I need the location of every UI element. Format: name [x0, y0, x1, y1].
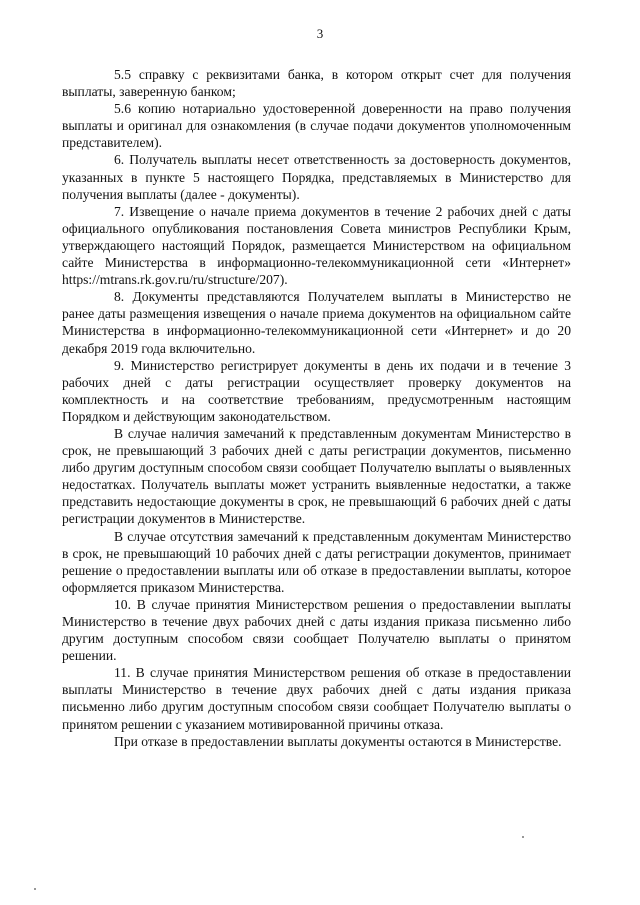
paragraph-7: 7. Извещение о начале приема документов в течение 2 рабочих дней с даты официального опубликования постановления Совета министров Республики Крым, утверждающего настоящий Порядок, размещается Министерством на официальном сайте Министерства в информационно-телекоммуникационной сети «Интернет» https://mtrans.rk.gov.ru/ru/structure/207).: [62, 203, 571, 288]
document-body: [62, 66, 571, 750]
paragraph-9-remarks: В случае наличия замечаний к представленным документам Министерство в срок, не превышающий 3 рабочих дней с даты регистрации документов, письменно либо другим доступным способом связи сообщает Получателю выплаты о выявленных недостатках. Получатель выплаты может устранить выявленные недостатки, а также представить недостающие документы в срок, не превышающий 6 рабочих дней с даты регистрации документов в Министерстве.: [62, 425, 571, 527]
paragraph-9: 9. Министерство регистрирует документы в день их подачи и в течение 3 рабочих дней с даты регистрации осуществляет проверку документов на комплектность и на соответствие требованиям, предусмотренным настоящим Порядком и действующим законодательством.: [62, 357, 571, 424]
paragraph-5-5: 5.5 справку с реквизитами банка, в котором открыт счет для получения выплаты, заверенную банком;: [62, 67, 571, 100]
paragraph-9-no-remarks: В случае отсутствия замечаний к представленным документам Министерство в срок, не превышающий 10 рабочих дней с даты регистрации документов, принимает решение о предоставлении выплаты или об отказе в предоставлении выплаты, которое оформляется приказом Министерства.: [62, 528, 571, 595]
paragraph-8: 8. Документы представляются Получателем выплаты в Министерство не ранее даты размещения извещения о начале приема документов на официальном сайте Министерства в информационно-телекоммуникационной сети «Интернет» и до 20 декабря 2019 года включительно.: [62, 289, 571, 356]
paragraph-refusal: При отказе в предоставлении выплаты документы остаются в Министерстве.: [114, 733, 562, 749]
paragraph-5-6: 5.6 копию нотариально удостоверенной доверенности на право получения выплаты и оригинал для ознакомления (в случае подачи документов уполномоченным представителем).: [62, 101, 571, 151]
scan-speck: [522, 836, 524, 838]
paragraph-11: 11. В случае принятия Министерством решения об отказе в предоставлении выплаты Министерство в течение двух рабочих дней с даты издания приказа письменно либо другим доступным способом связи сообщает Получателю выплаты о принятом решении с указанием мотивированной причины отказа.: [62, 665, 571, 732]
paragraph-10: 10. В случае принятия Министерством решения о предоставлении выплаты Министерство в течение двух рабочих дней с даты издания приказа письменно либо другим доступным способом связи сообщает Получателю выплаты о принятом решении.: [62, 596, 571, 664]
paragraph-6: 6. Получатель выплаты несет ответственность за достоверность документов, указанных в пункте 5 настоящего Порядка, представляемых в Министерство для получения выплаты (далее - документы).: [62, 152, 571, 202]
page-number: 3: [316, 26, 324, 41]
scan-speck: [34, 888, 36, 890]
